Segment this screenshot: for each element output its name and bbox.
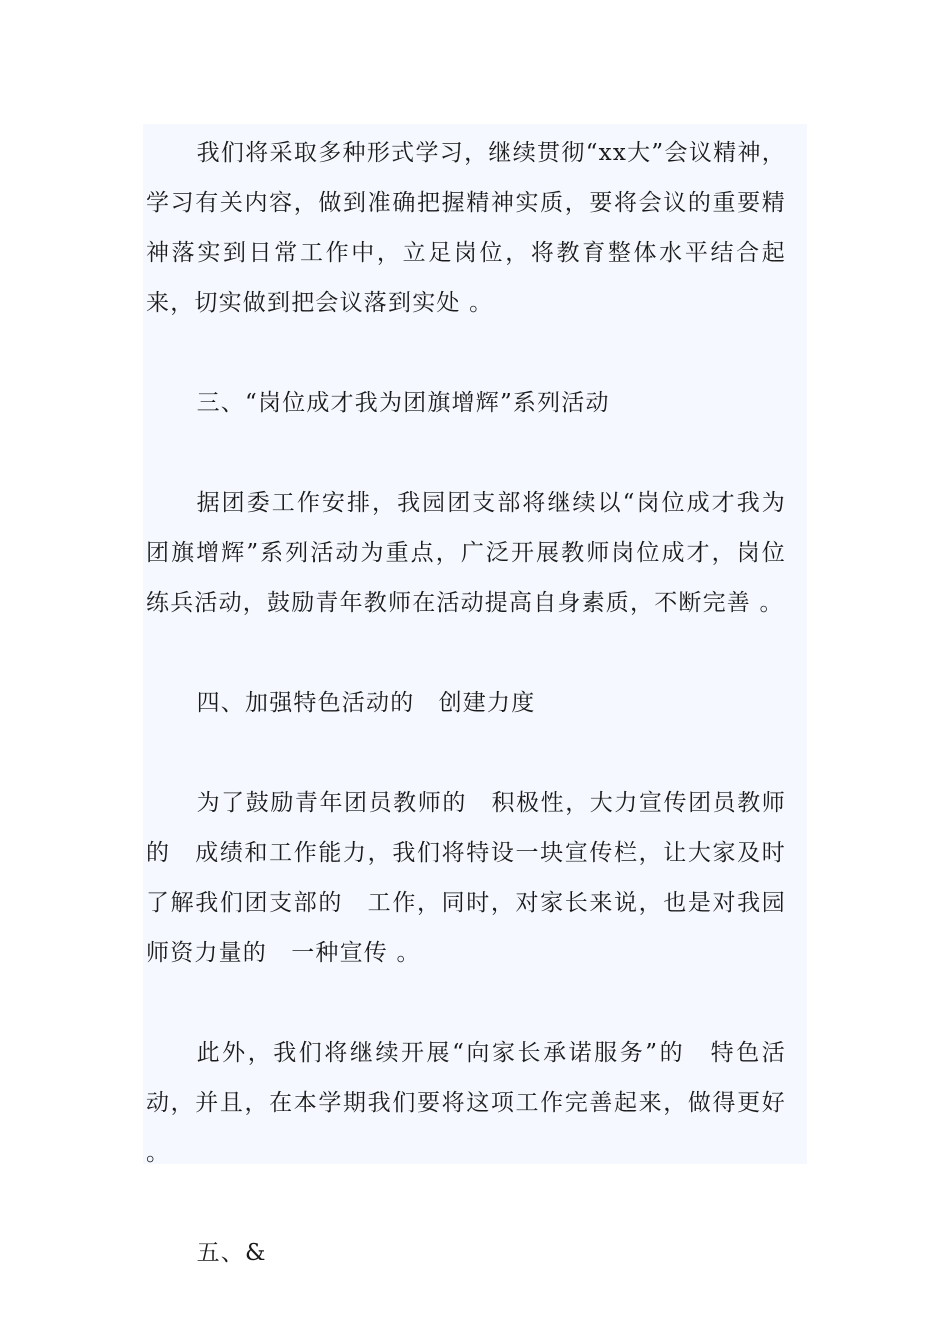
paragraph-gap [146, 978, 786, 1028]
paragraph-post-talent: 据团委工作安排，我园团支部将继续以“岗位成才我为团旗增辉”系列活动为重点，广泛开展教师岗位成才，岗位练兵活动，鼓励青年教师在活动提高自身素质，不断完善 。 [146, 490, 786, 616]
paragraph-gap [146, 428, 786, 478]
document-body [146, 128, 786, 1278]
paragraph-gap [146, 1178, 786, 1228]
heading-section-three: 三、“岗位成才我为团旗增辉”系列活动 [196, 390, 610, 416]
paragraph-publicity-board: 为了鼓励青年团员教师的 积极性，大力宣传团员教师的 成绩和工作能力，我们将特设一块宣传栏，让大家及时了解我们团支部的 工作，同时，对家长来说，也是对我园师资力量的 一种宣传 。 [146, 790, 786, 966]
heading-section-five: 五、& [196, 1240, 267, 1266]
paragraph-study-meeting: 我们将采取多种形式学习，继续贯彻“xx大”会议精神，学习有关内容，做到准确把握精神实质，要将会议的重要精神落实到日常工作中，立足岗位，将教育整体水平结合起来，切实做到把会议落到实处 。 [146, 140, 786, 316]
paragraph-parent-service: 此外，我们将继续开展“向家长承诺服务”的 特色活动，并且，在本学期我们要将这项工作完善起来，做得更好 。 [146, 1040, 786, 1166]
paragraph-gap [146, 628, 786, 678]
heading-section-four: 四、加强特色活动的 创建力度 [196, 690, 536, 716]
paragraph-gap [146, 728, 786, 778]
paragraph-gap [146, 328, 786, 378]
